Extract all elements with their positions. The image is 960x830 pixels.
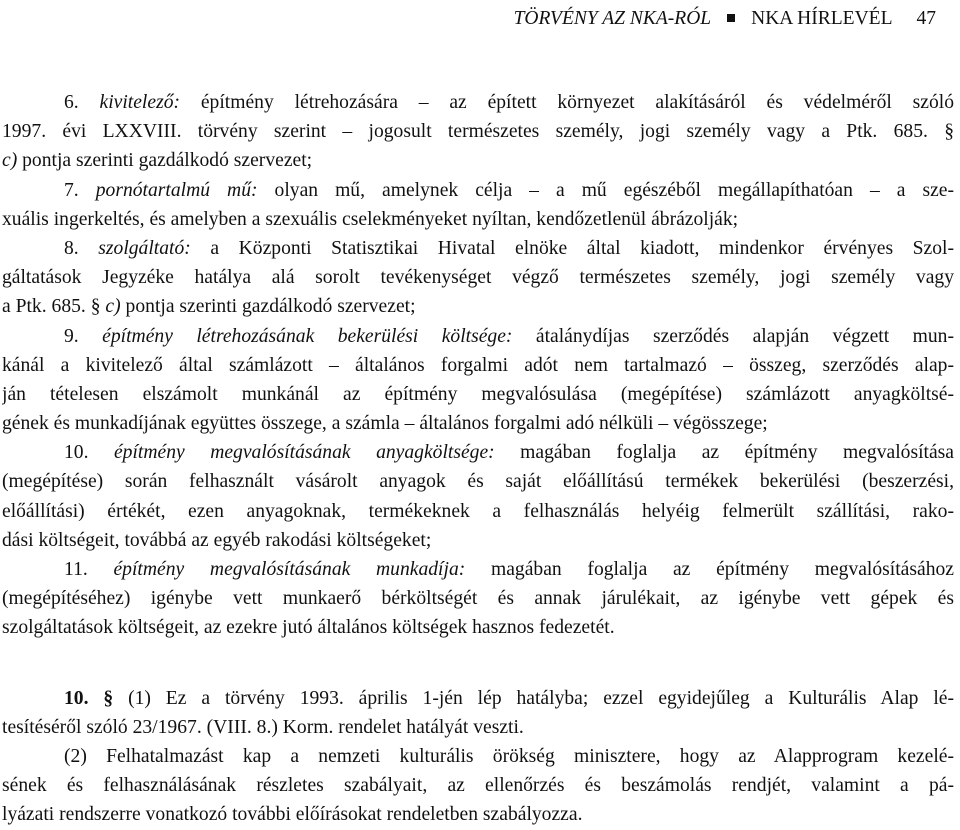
definition-line <box>2 438 954 467</box>
definition-text: pontja szerinti gazdálkodó szervezet; <box>17 150 313 172</box>
definition-text: átalánydíjas szerződés alapján végzett mun- <box>512 325 954 347</box>
defined-term: pornótartalmú mű: <box>95 179 258 201</box>
definition-text: gének és munkadíjának együttes összege, a számla – általános forgalmi adó nélküli – végösszege; <box>2 413 768 435</box>
definition-line <box>2 555 954 584</box>
definition-line <box>2 351 954 380</box>
definition-line <box>2 497 954 526</box>
definition-line <box>2 526 954 555</box>
defined-term: szolgáltató: <box>98 237 191 259</box>
definition-line <box>2 322 954 351</box>
square-bullet-icon <box>727 14 735 22</box>
definition-text: a Központi Statisztikai Hivatal elnöke által kiadott, mindenkor érvényes Szol- <box>190 237 954 259</box>
definition-text: dási költségeit, továbbá az egyéb rakodási költségeket; <box>2 529 432 551</box>
section-10 <box>2 684 954 830</box>
definition-text: (megépítéséhez) igénybe vett munkaerő bérköltségét és annak járulékait, az igénybe vett gépek és <box>2 588 954 610</box>
page-number: 47 <box>916 8 936 29</box>
definition-item <box>2 176 954 234</box>
section-10-p2-line-1: (2) Felhatalmazást kap a nemzeti kulturális örökség minisztere, hogy az Alapprogram kezelé- <box>64 745 954 767</box>
definition-item <box>2 438 954 555</box>
definition-line <box>2 88 954 117</box>
defined-term: kivitelező: <box>99 92 181 113</box>
definition-text: 1997. évi LXXVIII. törvény szerint – jogosult természetes személy, jogi személy vagy a Ptk. 685. § <box>2 121 954 143</box>
definition-line <box>2 176 954 205</box>
definition-line <box>2 380 954 409</box>
section-gap <box>2 643 954 684</box>
definition-text: 9. <box>64 325 103 347</box>
definition-text: (megépítése) során felhasznált vásárolt anyagok és saját előállítású termékek bekerülési (beszerzési, <box>2 471 954 493</box>
definition-text: gáltatások Jegyzéke hatálya alá sorolt tevékenységet végző természetes személy, jogi személy vagy <box>2 267 954 289</box>
header-title-left: TÖRVÉNY AZ NKA-RÓL <box>513 8 712 29</box>
definition-text: 11. <box>64 559 114 580</box>
section-10-p1-line-2: tesítéséről szóló 23/1967. (VIII. 8.) Korm. rendelet hatályát veszti. <box>2 716 524 738</box>
definition-text: 8. <box>64 237 99 259</box>
definition-line <box>2 146 954 175</box>
definition-text: előállítási) értékét, ezen anyagoknak, termékeknek a felhasználás helyéig felmerült szállítási, rako- <box>2 500 954 522</box>
definition-text: 7. <box>64 179 96 201</box>
definition-text: ján tételesen elszámolt munkánál az építmény megvalósulása (megépítése) számlázott anyagköltsé- <box>2 383 954 405</box>
defined-term: építmény létrehozásának bekerülési költsége: <box>102 325 513 347</box>
definition-line <box>2 263 954 292</box>
running-header <box>0 2 936 36</box>
section-10-heading: 10. § <box>64 687 114 709</box>
definition-text: a Ptk. 685. § <box>2 296 106 318</box>
definition-text: 6. <box>64 92 100 113</box>
definition-item <box>2 555 954 643</box>
section-10-p2-line-3: lyázati rendszerre vonatkozó további előírásokat rendeletben szabályozza. <box>2 804 583 826</box>
definition-text: olyan mű, amelynek célja – a mű egészéből megállapíthatóan – a sze- <box>257 179 954 201</box>
defined-term: c) <box>2 150 18 172</box>
definition-text: magában foglalja az építmény megvalósítása <box>494 442 954 464</box>
definition-text: építmény létrehozására – az épített környezet alakításáról és védelméről szóló <box>180 92 954 113</box>
definition-text: magában foglalja az építmény megvalósításához <box>465 559 954 580</box>
header-title-right: NKA HÍRLEVÉL <box>751 8 893 29</box>
definition-line <box>2 409 954 438</box>
definition-text: 10. <box>64 442 114 464</box>
definition-line <box>2 292 954 321</box>
definition-text: szolgáltatások költségeit, az ezekre jutó általános költségek hasznos fedezetét. <box>2 617 615 639</box>
definition-item <box>2 234 954 322</box>
definition-text: kánál a kivitelező által számlázott – általános forgalmi adót nem tartalmazó – összeg, szerződés alap- <box>2 354 954 376</box>
definition-line <box>2 205 954 234</box>
defined-term: c) <box>105 296 121 318</box>
definition-item <box>2 88 954 176</box>
section-10-p1-line-1: (1) Ez a törvény 1993. április 1-jén lép hatályba; ezzel egyidejűleg a Kulturális Alap lé- <box>128 687 954 709</box>
definition-list <box>2 88 954 643</box>
definition-line <box>2 117 954 146</box>
definition-text: xuális ingerkeltés, és amelyben a szexuális cselekményeket nyíltan, kendőzetlenül ábrázolják; <box>2 208 739 230</box>
definition-line <box>2 584 954 613</box>
definition-line <box>2 613 954 642</box>
document-body <box>2 88 954 830</box>
defined-term: építmény megvalósításának munkadíja: <box>113 559 466 580</box>
definition-line <box>2 234 954 263</box>
definition-line <box>2 467 954 496</box>
defined-term: építmény megvalósításának anyagköltsége: <box>113 442 495 464</box>
section-10-p2-line-2: sének és felhasználásának részletes szabályait, az ellenőrzés és beszámolás rendjét, valamint a pá- <box>2 775 954 797</box>
section-10-line-1 <box>2 684 954 713</box>
definition-text: pontja szerinti gazdálkodó szervezet; <box>120 296 416 318</box>
definition-item <box>2 322 954 439</box>
